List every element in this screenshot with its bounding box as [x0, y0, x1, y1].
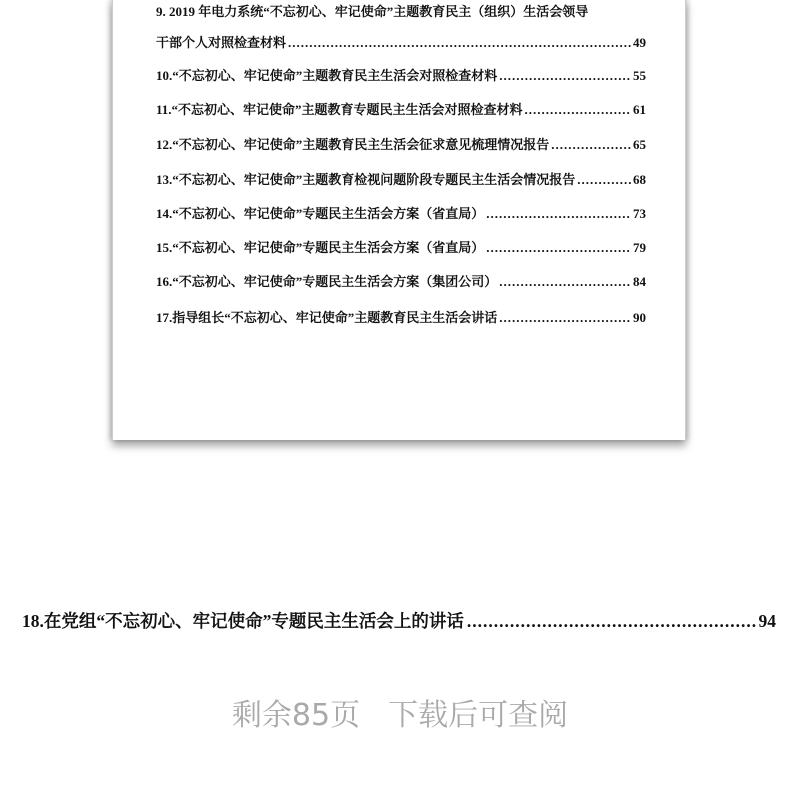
toc-title: 16.“不忘初心、牢记使命”专题民主生活会方案（集团公司） [156, 274, 498, 289]
toc-item-14[interactable] [156, 205, 646, 223]
toc-item-12[interactable] [156, 136, 646, 154]
dot-leader [499, 273, 631, 291]
dot-leader [467, 611, 756, 632]
toc-title: 18.在党组“不忘初心、牢记使命”专题民主生活会上的讲话 [22, 611, 464, 631]
toc-title: 15.“不忘初心、牢记使命”专题民主生活会方案（省直局） [156, 240, 485, 255]
toc-title: 13.“不忘初心、牢记使命”主题教育检视问题阶段专题民主生活会情况报告 [156, 172, 576, 187]
toc-page: 55 [633, 68, 646, 83]
download-to-view-text[interactable]: 下载后可查阅 [388, 698, 569, 733]
toc-page: 90 [633, 310, 646, 325]
toc-item-16[interactable] [156, 273, 646, 291]
dot-leader [499, 309, 631, 327]
dot-leader [486, 239, 631, 257]
toc-page: 84 [633, 274, 646, 289]
toc-title: 14.“不忘初心、牢记使命”专题民主生活会方案（省直局） [156, 206, 485, 221]
document-page-preview [112, 0, 686, 440]
toc-item-15[interactable] [156, 239, 646, 257]
remaining-pages-text: 剩余85页 [231, 698, 361, 733]
toc-item-18-featured[interactable] [22, 608, 776, 633]
dot-leader [486, 205, 631, 223]
toc-page: 49 [633, 35, 646, 50]
toc-item-11[interactable] [156, 101, 646, 119]
toc-item-9-line1[interactable] [156, 3, 646, 21]
toc-page: 79 [633, 240, 646, 255]
toc-title: 9. 2019 年电力系统“不忘初心、牢记使命”主题教育民主（组织）生活会领导 [156, 4, 589, 19]
toc-title: 11.“不忘初心、牢记使命”主题教育专题民主生活会对照检查材料 [156, 102, 523, 117]
toc-item-9[interactable] [156, 34, 646, 52]
toc-page: 61 [633, 102, 646, 117]
toc-page: 73 [633, 206, 646, 221]
toc-item-10[interactable] [156, 67, 646, 85]
dot-leader [551, 136, 631, 154]
toc-item-17[interactable] [156, 309, 646, 327]
toc-item-13[interactable] [156, 171, 646, 189]
toc-page: 65 [633, 137, 646, 152]
toc-page: 68 [633, 172, 646, 187]
toc-title: 10.“不忘初心、牢记使命”主题教育民主生活会对照检查材料 [156, 68, 498, 83]
toc-page: 94 [758, 611, 776, 631]
dot-leader [525, 101, 631, 119]
toc-title: 干部个人对照检查材料 [156, 35, 287, 50]
remaining-pages-notice[interactable] [0, 690, 800, 734]
toc-title: 12.“不忘初心、牢记使命”主题教育民主生活会征求意见梳理情况报告 [156, 137, 550, 152]
dot-leader [288, 34, 631, 52]
toc-title: 17.指导组长“不忘初心、牢记使命”主题教育民主生活会讲话 [156, 310, 498, 325]
dot-leader [577, 171, 631, 189]
dot-leader [499, 67, 631, 85]
